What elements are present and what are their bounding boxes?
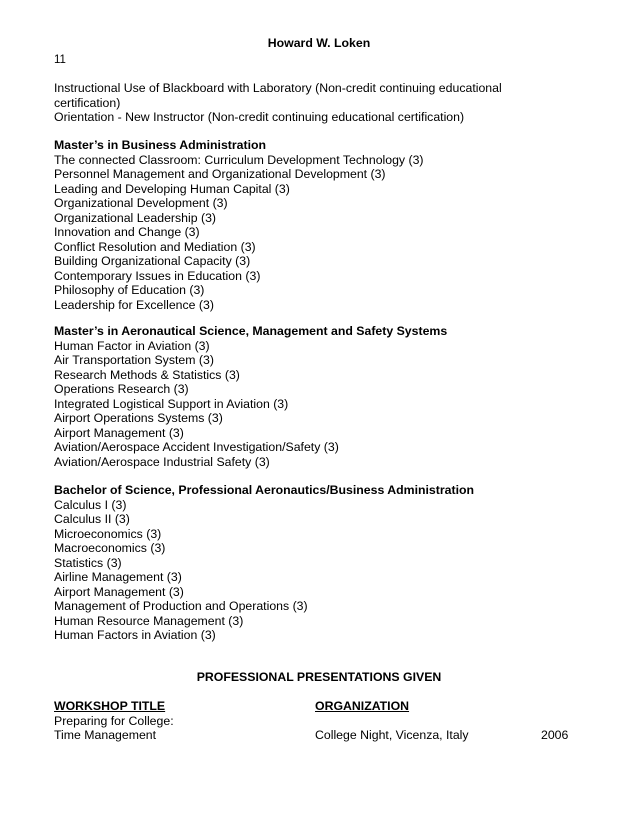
- course-item: Contemporary Issues in Education (3): [54, 268, 261, 283]
- course-item: Human Resource Management (3): [54, 613, 244, 628]
- organization-name: College Night, Vicenza, Italy: [315, 728, 469, 742]
- course-item: Statistics (3): [54, 555, 122, 570]
- header-name: Howard W. Loken: [267, 36, 371, 50]
- workshop-title-line: Time Management: [54, 728, 157, 742]
- course-item: Leadership for Excellence (3): [54, 297, 214, 312]
- course-item: Air Transportation System (3): [54, 353, 214, 367]
- section-heading: Bachelor of Science, Professional Aeronautics/Business Administration: [54, 483, 475, 497]
- course-item: Management of Production and Operations (3): [54, 599, 308, 613]
- course-item: Airport Management (3): [54, 584, 184, 599]
- section-heading: Master’s in Aeronautical Science, Management and Safety Systems: [54, 324, 448, 338]
- course-item: Building Organizational Capacity (3): [54, 254, 251, 268]
- course-item: Operations Research (3): [54, 382, 189, 396]
- course-item: Calculus II (3): [54, 512, 130, 526]
- page-number: 11: [54, 54, 66, 66]
- course-item: The connected Classroom: Curriculum Development Technology (3): [54, 152, 424, 167]
- course-item: Aviation/Aerospace Accident Investigation/Safety (3): [54, 440, 339, 454]
- course-item: Macroeconomics (3): [54, 541, 166, 555]
- course-item: Airport Operations Systems (3): [54, 411, 223, 425]
- section-heading: Master’s in Business Administration: [54, 138, 267, 152]
- course-item: Integrated Logistical Support in Aviation (3): [54, 396, 289, 411]
- intro-line: Instructional Use of Blackboard with Laboratory (Non-credit continuing educational certification): [54, 81, 502, 110]
- course-item: Conflict Resolution and Mediation (3): [54, 239, 256, 254]
- presentation-year: 2006: [541, 728, 569, 742]
- mba-section: [54, 138, 594, 312]
- intro-line: Orientation - New Instructor (Non-credit continuing educational certification): [54, 110, 465, 124]
- bs-section: [54, 483, 594, 643]
- column-header-workshop: WORKSHOP TITLE: [54, 699, 166, 713]
- course-item: Innovation and Change (3): [54, 225, 200, 239]
- masc-section: [54, 324, 594, 469]
- presentations-heading: PROFESSIONAL PRESENTATIONS GIVEN: [196, 670, 442, 684]
- course-item: Organizational Leadership (3): [54, 210, 217, 225]
- workshop-title-line: Preparing for College:: [54, 714, 174, 728]
- course-item: Aviation/Aerospace Industrial Safety (3): [54, 454, 270, 469]
- course-item: Human Factor in Aviation (3): [54, 338, 210, 353]
- column-header-organization: ORGANIZATION: [315, 699, 410, 713]
- course-item: Leading and Developing Human Capital (3): [54, 181, 290, 196]
- course-item: Human Factors in Aviation (3): [54, 628, 216, 642]
- course-item: Research Methods & Statistics (3): [54, 367, 240, 382]
- course-item: Airline Management (3): [54, 570, 182, 584]
- course-item: Calculus I (3): [54, 497, 127, 512]
- course-item: Personnel Management and Organizational Development (3): [54, 167, 386, 181]
- course-item: Organizational Development (3): [54, 196, 228, 210]
- intro-block: [54, 81, 594, 125]
- course-item: Microeconomics (3): [54, 526, 162, 541]
- course-item: Philosophy of Education (3): [54, 283, 205, 297]
- course-item: Airport Management (3): [54, 425, 184, 440]
